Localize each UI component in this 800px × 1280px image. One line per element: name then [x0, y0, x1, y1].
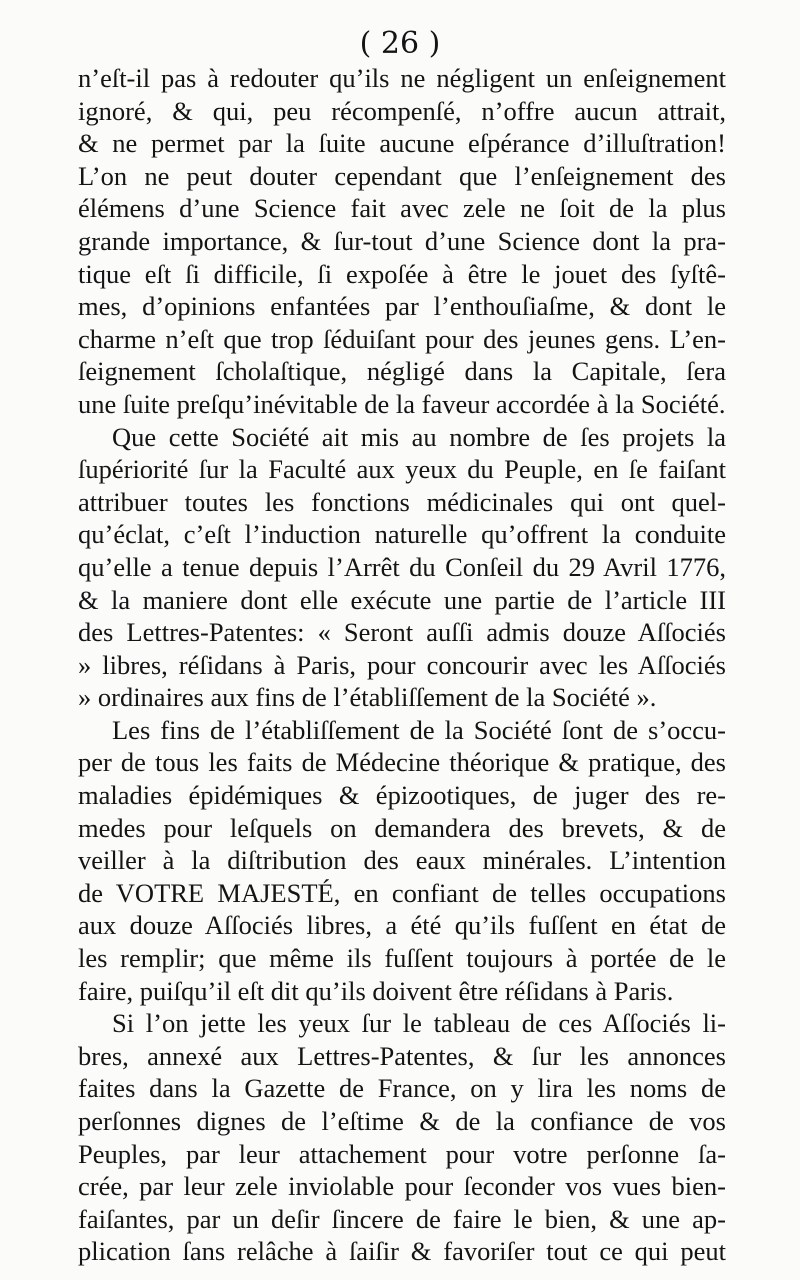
paragraph	[78, 714, 726, 1007]
text-line: les remplir; que même ils fuſſent toujours à portée de le	[78, 943, 726, 974]
page-number: ( 26 )	[359, 26, 441, 61]
text-line: grande importance, & ſur-tout d’une Science dont la pra-	[78, 225, 726, 256]
paragraph	[78, 62, 726, 421]
text-line: Que cette Société ait mis au nombre de ſes projets la	[112, 421, 726, 452]
text-line: mes, d’opinions enfantées par l’enthouſiaſme, & dont le	[78, 291, 726, 322]
text-line: faites dans la Gazette de France, on y lira les noms de	[78, 1073, 726, 1104]
text-line: L’on ne peut douter cependant que l’enſeignement des	[78, 160, 726, 191]
text-line: veiller à la diſtribution des eaux minérales. L’intention	[78, 845, 726, 876]
text-line: une ſuite preſqu’inévitable de la faveur accordée à la Société.	[78, 388, 726, 419]
text-line: tique eſt ſi difficile, ſi expoſée à être le jouet des ſyſtê-	[78, 258, 726, 289]
text-line: faiſantes, par un deſir ſincere de faire le bien, & une ap-	[78, 1203, 726, 1234]
text-line: qu’éclat, c’eſt l’induction naturelle qu’offrent la conduite	[78, 519, 726, 550]
text-line: faire, puiſqu’il eſt dit qu’ils doivent être réſidans à Paris.	[78, 975, 674, 1006]
paragraph	[78, 1007, 726, 1268]
text-line: plication ſans relâche à ſaiſir & favoriſer tout ce qui peut	[78, 1236, 726, 1267]
text-line: » ordinaires aux fins de l’établiſſement de la Société ».	[78, 682, 657, 713]
text-line: » libres, réſidans à Paris, pour concourir avec les Aſſociés	[78, 649, 726, 680]
text-line: medes pour leſquels on demandera des brevets, & de	[78, 812, 726, 843]
text-line: attribuer toutes les fonctions médicinales qui ont quel-	[78, 486, 726, 517]
text-line: Si l’on jette les yeux ſur le tableau de ces Aſſociés li-	[112, 1008, 726, 1039]
text-line: élémens d’une Science fait avec zele ne ſoit de la plus	[78, 193, 726, 224]
text-line: & ne permet par la ſuite aucune eſpérance d’illuſtration!	[78, 128, 726, 159]
text-line: per de tous les faits de Médecine théorique & pratique, des	[78, 747, 726, 778]
text-line: qu’elle a tenue depuis l’Arrêt du Conſeil du 29 Avril 1776,	[78, 551, 726, 582]
text-line: maladies épidémiques & épizootiques, de juger des re-	[78, 780, 726, 811]
text-line: Les fins de l’établiſſement de la Société ſont de s’occu-	[112, 714, 726, 745]
text-line: Peuples, par leur attachement pour votre perſonne ſa-	[78, 1138, 726, 1169]
paragraph	[78, 421, 726, 714]
text-line: n’eſt-il pas à redouter qu’ils ne négligent un enſeignement	[78, 63, 726, 93]
body-text	[78, 62, 726, 1268]
text-line: ſeignement ſcholaſtique, négligé dans la Capitale, ſera	[78, 356, 726, 387]
text-line: des Lettres-Patentes: « Seront auſſi admis douze Aſſociés	[78, 617, 726, 648]
text-line: ſupériorité ſur la Faculté aux yeux du Peuple, en ſe faiſant	[78, 454, 726, 485]
text-line: crée, par leur zele inviolable pour ſeconder vos vues bien-	[78, 1171, 726, 1202]
text-line: & la maniere dont elle exécute une partie de l’article III	[78, 584, 726, 615]
text-line: perſonnes dignes de l’eſtime & de la confiance de vos	[78, 1106, 726, 1136]
text-line: bres, annexé aux Lettres-Patentes, & ſur les annonces	[78, 1040, 726, 1071]
text-line: aux douze Aſſociés libres, a été qu’ils fuſſent en état de	[78, 910, 726, 941]
text-line: de VOTRE MAJESTÉ, en confiant de telles occupations	[78, 877, 726, 908]
text-line: charme n’eſt que trop ſéduiſant pour des jeunes gens. L’en-	[78, 323, 726, 354]
text-line: ignoré, & qui, peu récompenſé, n’offre aucun attrait,	[78, 95, 726, 126]
